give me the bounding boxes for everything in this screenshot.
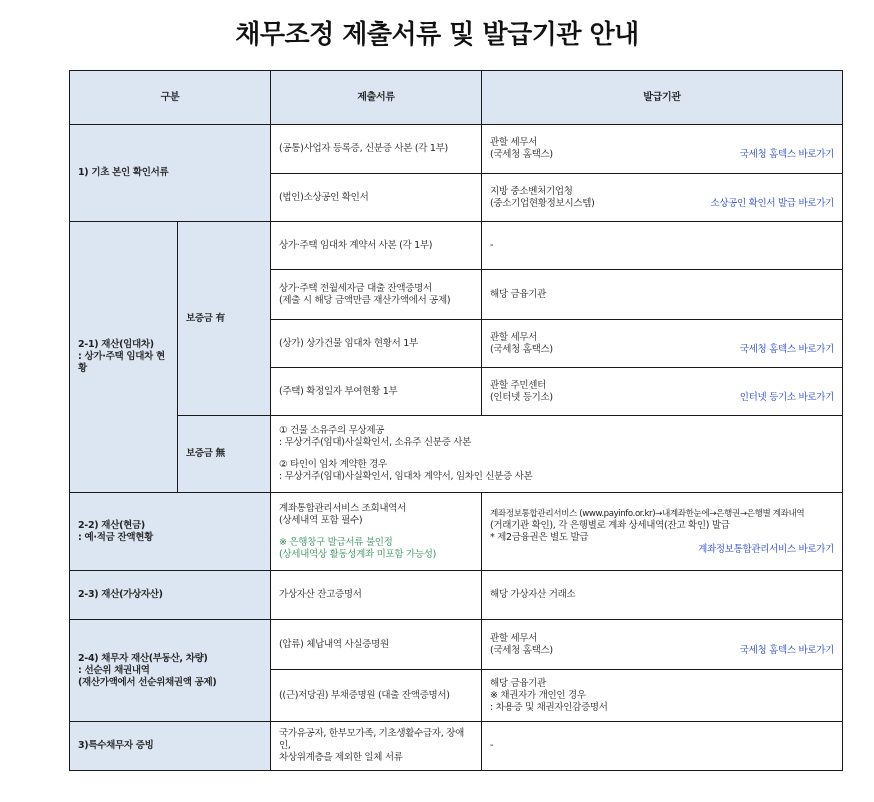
hometax-link[interactable]: 국세청 홈텍스 바로가기 — [739, 644, 835, 656]
category-cell: 2-3) 재산(가상자산) — [70, 571, 271, 620]
table-row — [70, 722, 843, 771]
issuer-cell: - — [482, 722, 843, 771]
doc-cell: (상가) 상가건물 임대차 현황서 1부 — [271, 320, 482, 368]
issuer-cell: 관할 주민센터 (인터넷 등기소) 인터넷 등기소 바로가기 — [482, 368, 843, 416]
doc-cell: ((근)저당권) 부채증명원 (대출 잔액증명서) — [271, 670, 482, 722]
doc-cell: (압류) 체납내역 사실증명원 — [271, 620, 482, 670]
deposit-no-cell: 보증금 無 — [178, 416, 271, 493]
table-row — [70, 571, 843, 620]
payinfo-link[interactable]: 계좌정보통합관리서비스 바로가기 — [698, 543, 835, 555]
doc-cell: (공통)사업자 등록증, 신분증 사본 (각 1부) — [271, 125, 482, 174]
hometax-link[interactable]: 국세청 홈텍스 바로가기 — [739, 343, 835, 355]
doc-cell: 상가·주택 전월세자금 대출 잔액증명서 (제출 시 해당 금액만큼 재산가액에서 공제) — [271, 270, 482, 320]
header-issuer: 발급기관 — [482, 71, 843, 125]
table-header-row — [70, 71, 843, 125]
no-deposit-docs-cell: ① 건물 소유주의 무상제공 : 무상거주(임대)사실확인서, 소유주 신분증 사본 ② 타인이 임차 계약한 경우 : 무상거주(임대)사실확인서, 임대차 계약서, 임차인 신분증 사본 — [271, 416, 843, 493]
doc-cell: 상가·주택 임대차 계약서 사본 (각 1부) — [271, 222, 482, 270]
category-cell: 2-2) 재산(현금) : 예·적금 잔액현황 — [70, 493, 271, 571]
doc-cell: (주택) 확정일자 부여현황 1부 — [271, 368, 482, 416]
table-row — [70, 416, 843, 493]
doc-cell: 국가유공자, 한부모가족, 기초생활수급자, 장애인, 차상위계층을 제외한 일체 서류 — [271, 722, 482, 771]
issuer-cell: 지방 중소벤처기업청 (중소기업현황정보시스템) 소상공인 확인서 발급 바로가기 — [482, 174, 843, 222]
page-title: 채무조정 제출서류 및 발급기관 안내 — [235, 20, 639, 50]
issuer-cell: 해당 금융기관 ※ 채권자가 개인인 경우 : 차용증 및 채권자인감증명서 — [482, 670, 843, 722]
bank-note: ※ 은행창구 발급서류 불인정 — [279, 536, 393, 548]
table-row — [70, 620, 843, 670]
issuer-cell: 해당 금융기관 — [482, 270, 843, 320]
issuer-cell: 관할 세무서 (국세청 홈택스) 국세청 홈텍스 바로가기 — [482, 620, 843, 670]
doc-cell: 계좌통합관리서비스 조회내역서 (상세내역 포함 필수) ※ 은행창구 발급서류 불인정 (상세내역상 활동성계좌 미포함 가능성) — [271, 493, 482, 571]
header-documents: 제출서류 — [271, 71, 482, 125]
issuer-cell: 관할 세무서 (국세청 홈택스) 국세청 홈텍스 바로가기 — [482, 320, 843, 368]
doc-cell: 가상자산 잔고증명서 — [271, 571, 482, 620]
issuer-cell: 해당 가상자산 거래소 — [482, 571, 843, 620]
issuer-cell: 관할 세무서 (국세청 홈택스) 국세청 홈텍스 바로가기 — [482, 125, 843, 174]
header-category: 구분 — [70, 71, 271, 125]
category-cell: 1) 기초 본인 확인서류 — [70, 125, 271, 222]
table-row — [70, 222, 843, 270]
bank-note-detail: (상세내역상 활동성계좌 미포함 가능성) — [279, 548, 437, 560]
table-row — [70, 493, 843, 571]
doc-cell: (법인)소상공인 확인서 — [271, 174, 482, 222]
deposit-yes-cell: 보증금 有 — [178, 222, 271, 416]
small-business-link[interactable]: 소상공인 확인서 발급 바로가기 — [710, 197, 835, 209]
registry-link[interactable]: 인터넷 등기소 바로가기 — [739, 391, 835, 403]
category-cell: 2-1) 재산(임대차) : 상가·주택 임대차 현황 — [70, 222, 178, 493]
category-cell: 3)특수채무자 증빙 — [70, 722, 271, 771]
hometax-link[interactable]: 국세청 홈텍스 바로가기 — [739, 149, 835, 160]
issuer-cell: 계좌정보통합관리서비스 (www.payinfo.or.kr)→내계좌한눈에→은행권→은행별 계좌내역 (거래기관 확인), 각 은행별로 계좌 상세내역(잔고 확인) 발급 * 제2금융권은 별도 발급 계좌정보통합관리서비스 바로가기 — [482, 493, 843, 571]
category-cell: 2-4) 채무자 재산(부동산, 차량) : 선순위 채권내역 (재산가액에서 선순위채권액 공제) — [70, 620, 271, 722]
table-row — [70, 125, 843, 174]
issuer-cell: - — [482, 222, 843, 270]
documents-table — [69, 70, 843, 771]
